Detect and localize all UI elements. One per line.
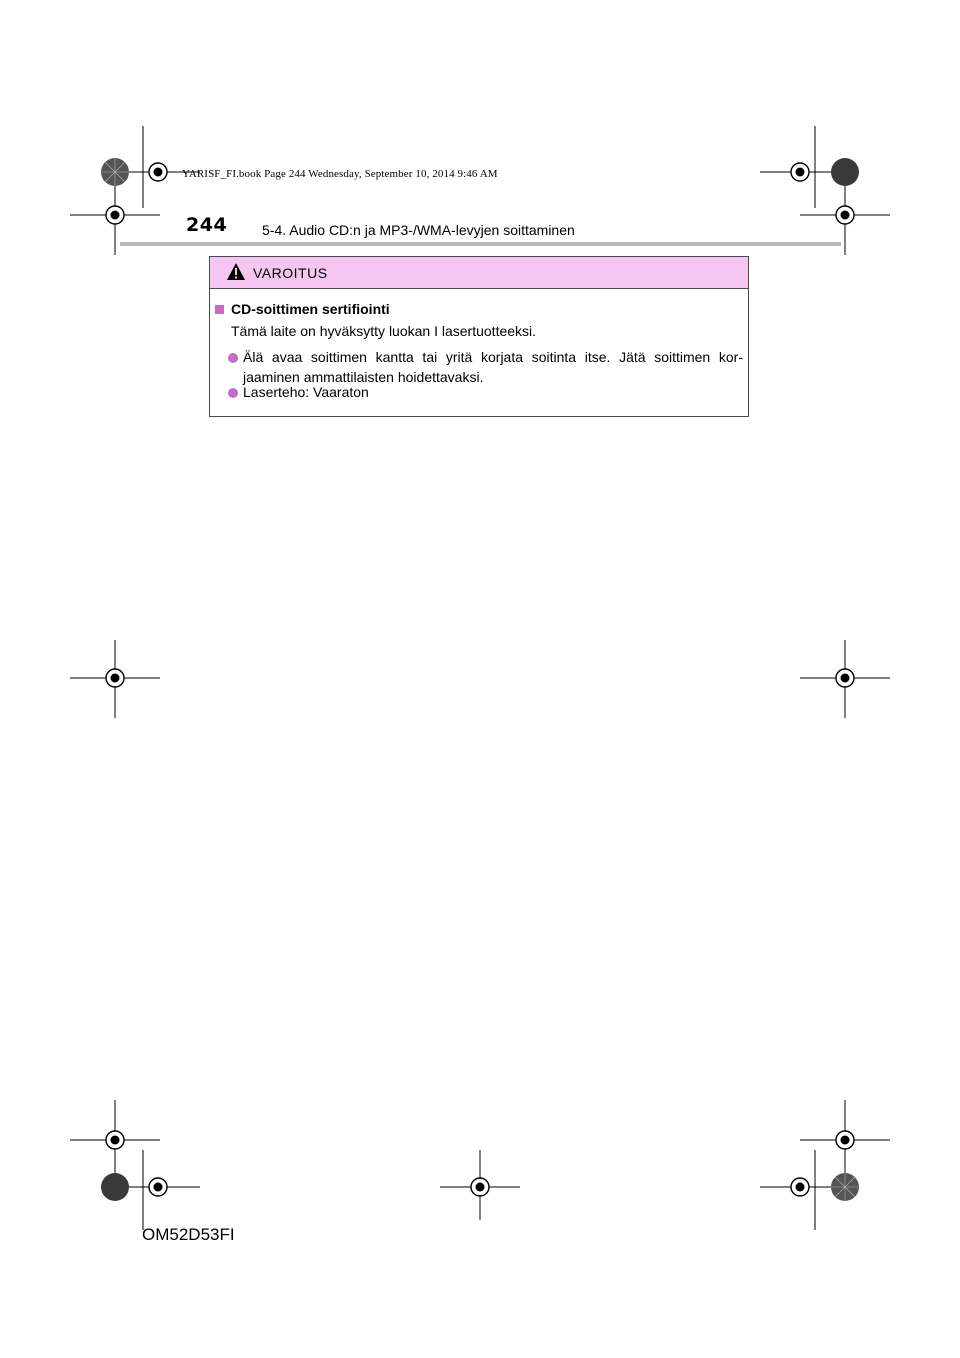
warning-box (209, 256, 749, 417)
bullet-1-line-1: Älä avaa soittimen kantta tai yritä korjata soitinta itse. Jätä soittimen kor- (243, 349, 743, 365)
bullet-text-1 (243, 347, 743, 387)
intro-text: Tämä laite on hyväksytty luokan I lasertuotteeksi. (231, 323, 537, 339)
square-bullet-icon (215, 305, 224, 314)
header-rule (120, 242, 841, 246)
document-code: OM52D53FI (142, 1225, 235, 1244)
section-title: 5-4. Audio CD:n ja MP3-/WMA-levyjen soittaminen (262, 222, 575, 238)
round-bullet-icon (228, 388, 238, 398)
warning-triangle-icon (226, 262, 246, 286)
item-title: CD-soittimen sertifiointi (231, 301, 390, 317)
book-info: YARISF_FI.book Page 244 Wednesday, September 10, 2014 9:46 AM (182, 168, 498, 180)
warning-header (210, 257, 748, 289)
bullet-1-line-2: jaaminen ammattilaisten hoidettavaksi. (243, 369, 484, 385)
round-bullet-icon (228, 353, 238, 363)
bullet-text-2: Laserteho: Vaaraton (243, 384, 369, 400)
warning-label: VAROITUS (253, 265, 328, 281)
page-number: 244 (186, 214, 228, 236)
